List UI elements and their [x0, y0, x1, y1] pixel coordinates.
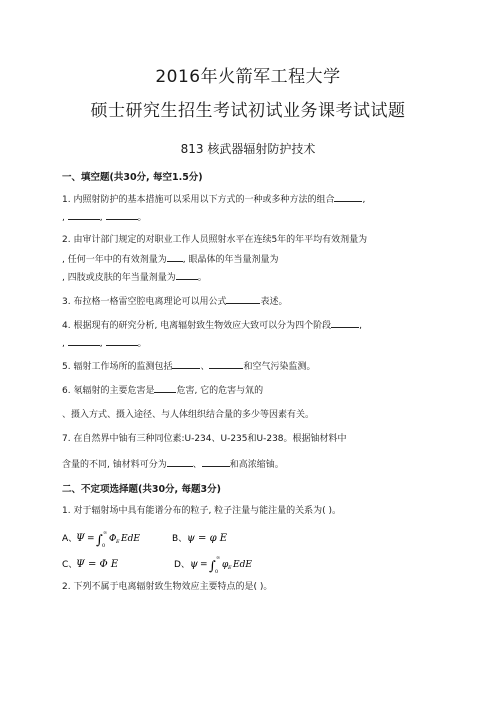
- q2-text: 2. 由审计部门规定的对职业工作人员照射水平在连续5年的年平均有效剂量为: [62, 235, 368, 245]
- option-d-label: D、: [174, 560, 190, 570]
- option-b-formula: [172, 527, 262, 549]
- question-2-line3: [62, 270, 207, 284]
- q2-text-b: , 任何一年中的有效剂量为: [62, 255, 167, 265]
- exam-title-year-school: 2016年火箭军工程大学: [155, 67, 341, 87]
- question-7-line2: [62, 457, 284, 471]
- integrand-tail: EdE: [233, 560, 252, 570]
- answer-blank[interactable]: [209, 359, 243, 369]
- section2-heading: 二、不定项选择题(共30分, 每题3分): [62, 484, 221, 495]
- lower-limit: 0: [215, 569, 219, 574]
- answer-blank[interactable]: [154, 383, 176, 393]
- q4-separator-2: ,: [99, 339, 103, 349]
- question-2-line2: [62, 252, 278, 266]
- course-code-name: 813 核武器辐射防护技术: [180, 142, 316, 156]
- question-4-line2: [62, 336, 147, 350]
- q7-end: 和高浓缩铀。: [229, 460, 284, 470]
- q7-separator: 、: [192, 460, 202, 470]
- answer-blank[interactable]: [167, 252, 183, 262]
- q1-prefix: ,: [62, 213, 65, 223]
- answer-blank[interactable]: [167, 457, 193, 467]
- question-1-line2: [62, 210, 147, 224]
- option-a-label: A、: [62, 534, 78, 544]
- option-c-formula: [62, 553, 172, 575]
- integral-symbol: ∫: [209, 559, 216, 574]
- q4-text: 4. 根据现有的研究分析, 电离辐射致生物效应大致可以分为四个阶段: [62, 321, 332, 331]
- q1-text: 1. 内照射防护的基本措施可以采用以下方式的一种或多种方法的组合: [62, 195, 335, 205]
- formula-b: ψ = φ E: [187, 533, 228, 544]
- answer-blank[interactable]: [172, 359, 200, 369]
- question-6-line1: [62, 383, 263, 397]
- answer-blank[interactable]: [226, 294, 260, 304]
- question-6-line2: 、摄入方式、摄入途径、与人体组织结合量的多少等因素有关。: [62, 410, 315, 420]
- choice-question-1: 1. 对于辐射场中具有能谱分布的粒子, 粒子注量与能注量的关系为( )。: [62, 506, 342, 516]
- answer-blank[interactable]: [202, 457, 230, 467]
- answer-blank[interactable]: [106, 210, 138, 220]
- question-7-line1: 7. 在自然界中铀有三种同位素:U-234、U-235和U-238。根据铀材料中: [62, 434, 347, 444]
- q1-end: 。: [137, 213, 147, 223]
- integrand: φ: [222, 560, 229, 570]
- q5-separator: 、: [200, 362, 210, 372]
- option-d-formula: [174, 550, 284, 574]
- answer-blank[interactable]: [176, 270, 198, 280]
- answer-blank[interactable]: [331, 318, 359, 328]
- q5-end: 和空气污染监测。: [243, 362, 316, 372]
- integrand: Φ: [109, 534, 117, 544]
- upper-limit: ∞: [216, 555, 221, 561]
- section1-heading: 一、填空题(共30分, 每空1.5分): [62, 172, 203, 183]
- question-1-line1: [62, 192, 365, 206]
- q4-separator: ,: [359, 321, 363, 331]
- option-c-label: C、: [62, 560, 78, 570]
- question-3: [62, 294, 287, 308]
- q4-prefix: ,: [62, 339, 65, 349]
- answer-blank[interactable]: [68, 336, 100, 346]
- integrand-tail: EdE: [121, 534, 140, 544]
- q7-text: 含量的不同, 铀材料可分为: [62, 460, 167, 470]
- integral-symbol: ∫: [96, 533, 103, 548]
- q6-text: 6. 氡辐射的主要危害是: [62, 386, 155, 396]
- answer-blank[interactable]: [334, 192, 362, 202]
- option-b-label: B、: [172, 534, 188, 544]
- answer-blank[interactable]: [106, 336, 138, 346]
- q1-separator: ,: [362, 195, 366, 205]
- q2-text-c: , 四肢或皮肤的年当量剂量为: [62, 273, 176, 283]
- question-5: [62, 359, 315, 373]
- question-2-line1: [62, 234, 367, 246]
- equals-sign: =: [87, 534, 95, 544]
- question-4-line1: [62, 318, 362, 332]
- q2-text-b-mid: , 眼晶体的年当量剂量为: [182, 255, 279, 265]
- q1-separator-2: ,: [99, 213, 103, 223]
- subscript-e: E: [116, 539, 120, 545]
- q3-text: 3. 布拉格一格雷空腔电离理论可以用公式: [62, 297, 227, 307]
- q6-text-end: 危害, 它的危害与氚的: [176, 386, 264, 396]
- formula-c: Ψ = Φ E: [76, 559, 119, 570]
- upper-limit: ∞: [103, 530, 108, 536]
- subscript-e: E: [228, 565, 232, 571]
- answer-blank[interactable]: [68, 210, 100, 220]
- equals-sign: =: [200, 560, 208, 570]
- q4-end: 。: [137, 339, 147, 349]
- choice-question-2: 2. 下列不属于电离辐射致生物效应主要特点的是( )。: [62, 582, 273, 592]
- lower-limit: 0: [102, 543, 106, 549]
- q3-end: 表述。: [260, 297, 288, 307]
- q5-text: 5. 辐射工作场所的监测包括: [62, 362, 173, 372]
- exam-title-subject: 硕士研究生招生考试初试业务课考试试题: [90, 101, 406, 121]
- psi-symbol: ψ: [190, 559, 198, 570]
- psi-symbol: Ψ: [76, 533, 85, 544]
- q2-end: 。: [197, 273, 207, 283]
